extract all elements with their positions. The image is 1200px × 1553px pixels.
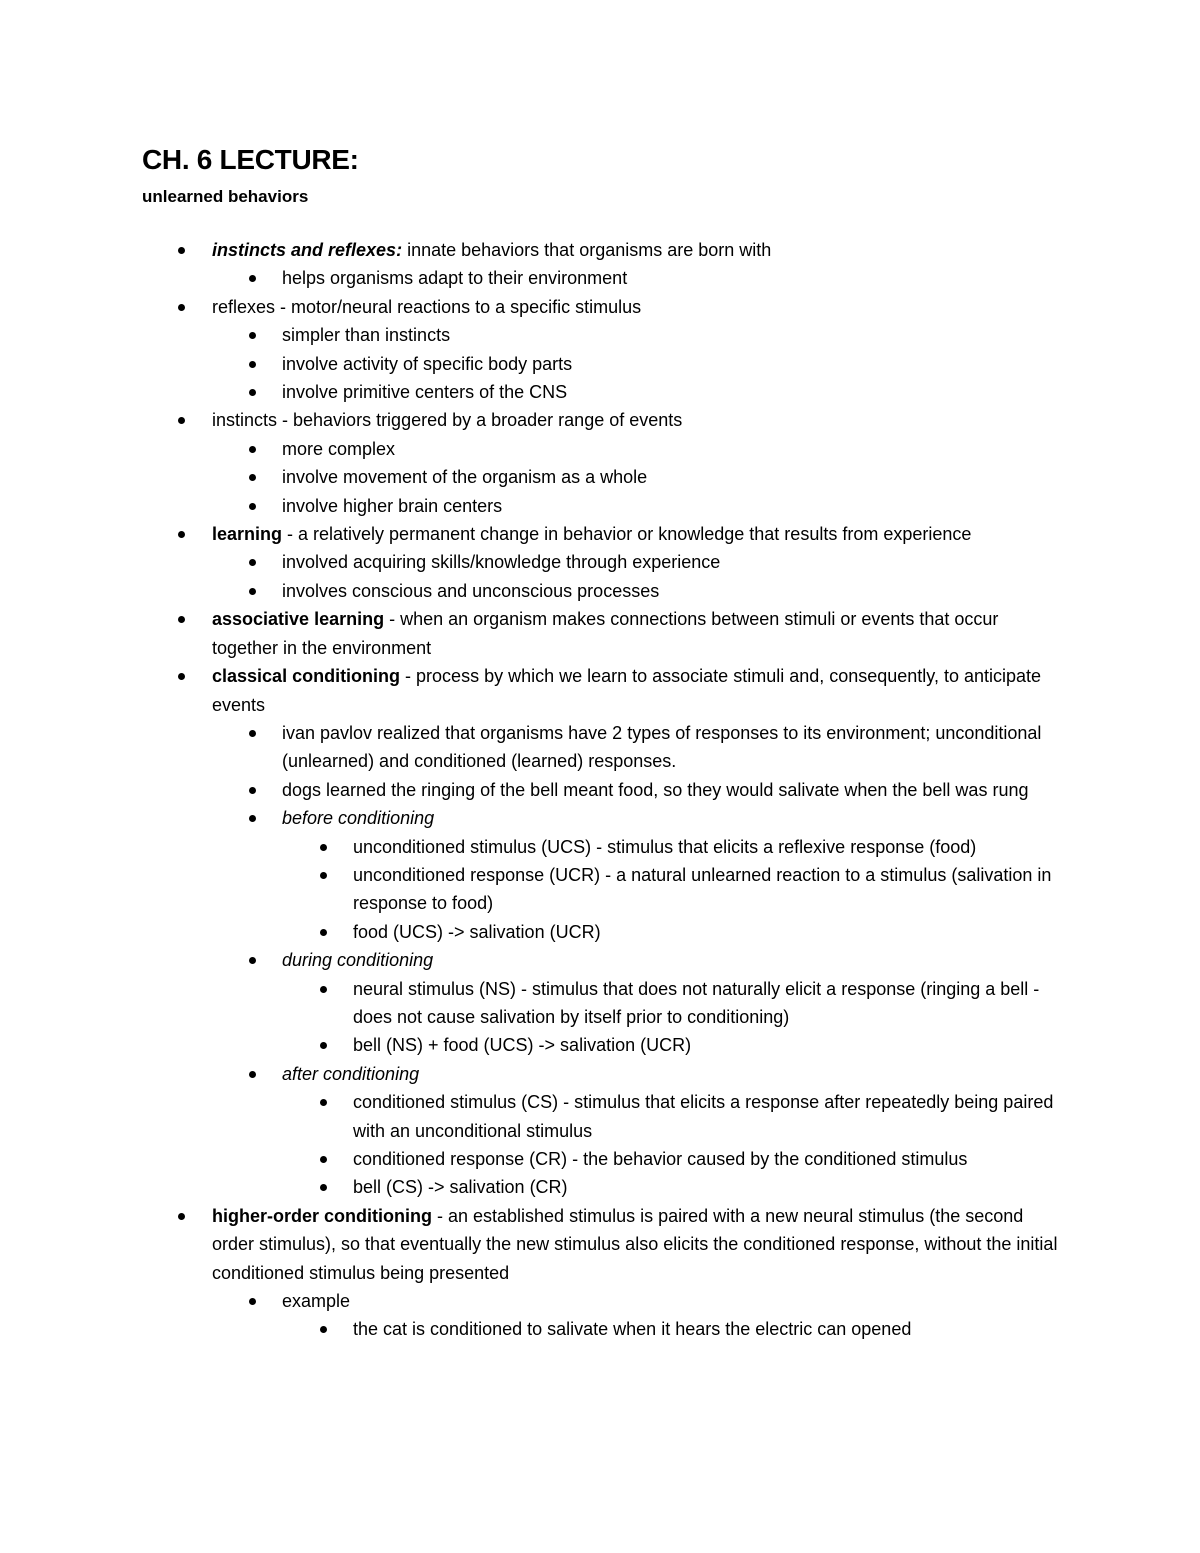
page-title: CH. 6 LECTURE: xyxy=(142,144,359,175)
list-item xyxy=(142,1145,1062,1173)
item-text: simpler than instincts xyxy=(282,325,451,346)
item-text: example xyxy=(282,1291,351,1312)
bullet-icon xyxy=(249,1071,256,1078)
list-item xyxy=(142,577,1062,605)
bullet-icon xyxy=(249,588,256,595)
bullet-icon xyxy=(320,929,327,936)
bullet-icon xyxy=(249,815,256,822)
list-item xyxy=(142,1088,1062,1145)
item-text: dogs learned the ringing of the bell meant food, so they would salivate when the bell was rung xyxy=(282,779,1029,800)
item-text: unconditioned response (UCR) - a natural unlearned reaction to a stimulus (salivation in response to food) xyxy=(353,864,1052,914)
bullet-icon xyxy=(178,247,185,254)
list-item xyxy=(142,946,1062,974)
list-item xyxy=(142,463,1062,491)
bullet-icon xyxy=(249,787,256,794)
item-text: reflexes - motor/neural reactions to a specific stimulus xyxy=(212,296,642,317)
list-item xyxy=(142,378,1062,406)
item-text: after conditioning xyxy=(282,1063,420,1084)
bullet-icon xyxy=(249,361,256,368)
item-text: food (UCS) -> salivation (UCR) xyxy=(353,921,601,942)
bullet-icon xyxy=(249,559,256,566)
item-text: - an established stimulus is paired with a new neural stimulus (the second order stimulus), so that eventually the new stimulus also elicits the conditioned response, without the initial conditioned stimulus being presented xyxy=(212,1205,1058,1283)
bullet-icon xyxy=(249,730,256,737)
list-item xyxy=(142,293,1062,321)
bullet-icon xyxy=(249,474,256,481)
item-text: before conditioning xyxy=(282,808,435,829)
list-item xyxy=(142,975,1062,1032)
bullet-icon xyxy=(320,872,327,879)
list-item xyxy=(142,662,1062,719)
item-text: bell (NS) + food (UCS) -> salivation (UCR) xyxy=(353,1035,692,1056)
item-text: during conditioning xyxy=(282,950,434,971)
bullet-icon xyxy=(320,986,327,993)
item-text: involve activity of specific body parts xyxy=(282,353,573,374)
item-text: ivan pavlov realized that organisms have 2 types of responses to its environment; unconditional (unlearned) and conditioned (learned) responses. xyxy=(282,722,1042,772)
item-text: involved acquiring skills/knowledge through experience xyxy=(282,552,721,573)
item-text: bell (CS) -> salivation (CR) xyxy=(353,1177,568,1198)
item-text: unconditioned stimulus (UCS) - stimulus that elicits a reflexive response (food) xyxy=(353,836,977,857)
bullet-icon xyxy=(249,1298,256,1305)
list-item xyxy=(142,719,1062,776)
bullet-icon xyxy=(249,446,256,453)
list-item xyxy=(142,520,1062,548)
item-term: learning xyxy=(212,524,283,545)
list-item xyxy=(142,833,1062,861)
list-item xyxy=(142,1060,1062,1088)
lecture-notes-page xyxy=(142,142,1062,1344)
bullet-icon xyxy=(178,673,185,680)
item-term: associative learning xyxy=(212,609,385,630)
list-item xyxy=(142,1287,1062,1315)
list-item xyxy=(142,605,1062,662)
list-item xyxy=(142,236,1062,264)
list-item xyxy=(142,804,1062,832)
bullet-icon xyxy=(249,957,256,964)
item-text: involve higher brain centers xyxy=(282,495,503,516)
list-item xyxy=(142,350,1062,378)
item-text: conditioned response (CR) - the behavior caused by the conditioned stimulus xyxy=(353,1149,968,1169)
list-item xyxy=(142,861,1062,918)
bullet-icon xyxy=(249,332,256,339)
item-text: - a relatively permanent change in behavior or knowledge that results from experience xyxy=(282,524,972,545)
list-item xyxy=(142,435,1062,463)
item-text: - process by which we learn to associate stimuli and, consequently, to anticipate events xyxy=(212,666,1042,715)
page-subtitle: unlearned behaviors xyxy=(142,187,309,206)
item-text: instincts - behaviors triggered by a broader range of events xyxy=(212,410,683,431)
list-item xyxy=(142,492,1062,520)
list-item xyxy=(142,548,1062,576)
bullet-icon xyxy=(178,304,185,311)
item-text: helps organisms adapt to their environment xyxy=(282,268,628,289)
bullet-icon xyxy=(178,1213,185,1220)
item-text: involve primitive centers of the CNS xyxy=(282,382,568,403)
item-text: more complex xyxy=(282,438,396,459)
list-item xyxy=(142,1202,1062,1287)
bullet-icon xyxy=(320,1042,327,1049)
list-item xyxy=(142,776,1062,804)
list-item xyxy=(142,1173,1062,1201)
bullet-icon xyxy=(249,503,256,510)
item-text: the cat is conditioned to salivate when it hears the electric can opened xyxy=(353,1319,912,1340)
bullet-icon xyxy=(178,417,185,424)
item-text: - when an organism makes connections between stimuli or events that occur together in the environment xyxy=(212,609,999,658)
list-item xyxy=(142,918,1062,946)
bullet-icon xyxy=(320,1156,327,1163)
bullet-icon xyxy=(320,1099,327,1106)
bullet-icon xyxy=(249,275,256,282)
list-item xyxy=(142,1315,1062,1343)
item-text: conditioned stimulus (CS) - stimulus that elicits a response after repeatedly being paired with an unconditional stimulus xyxy=(353,1092,1054,1141)
item-text: neural stimulus (NS) - stimulus that does not naturally elicit a response (ringing a bell - does not cause salivation by itself prior to conditioning) xyxy=(353,978,1040,1027)
item-text: innate behaviors that organisms are born with xyxy=(402,240,772,260)
list-item xyxy=(142,264,1062,292)
notes-list xyxy=(142,236,1062,1344)
bullet-icon xyxy=(320,844,327,851)
list-item xyxy=(142,406,1062,434)
bullet-icon xyxy=(320,1184,327,1191)
bullet-icon xyxy=(178,531,185,538)
item-text: involves conscious and unconscious processes xyxy=(282,580,660,601)
item-term: instincts and reflexes: xyxy=(212,240,403,260)
list-item xyxy=(142,321,1062,349)
list-item xyxy=(142,1031,1062,1059)
item-term: classical conditioning xyxy=(212,666,401,687)
item-term: higher-order conditioning xyxy=(212,1205,432,1226)
item-text: involve movement of the organism as a whole xyxy=(282,467,648,488)
bullet-icon xyxy=(249,389,256,396)
bullet-icon xyxy=(178,616,185,623)
bullet-icon xyxy=(320,1326,327,1333)
